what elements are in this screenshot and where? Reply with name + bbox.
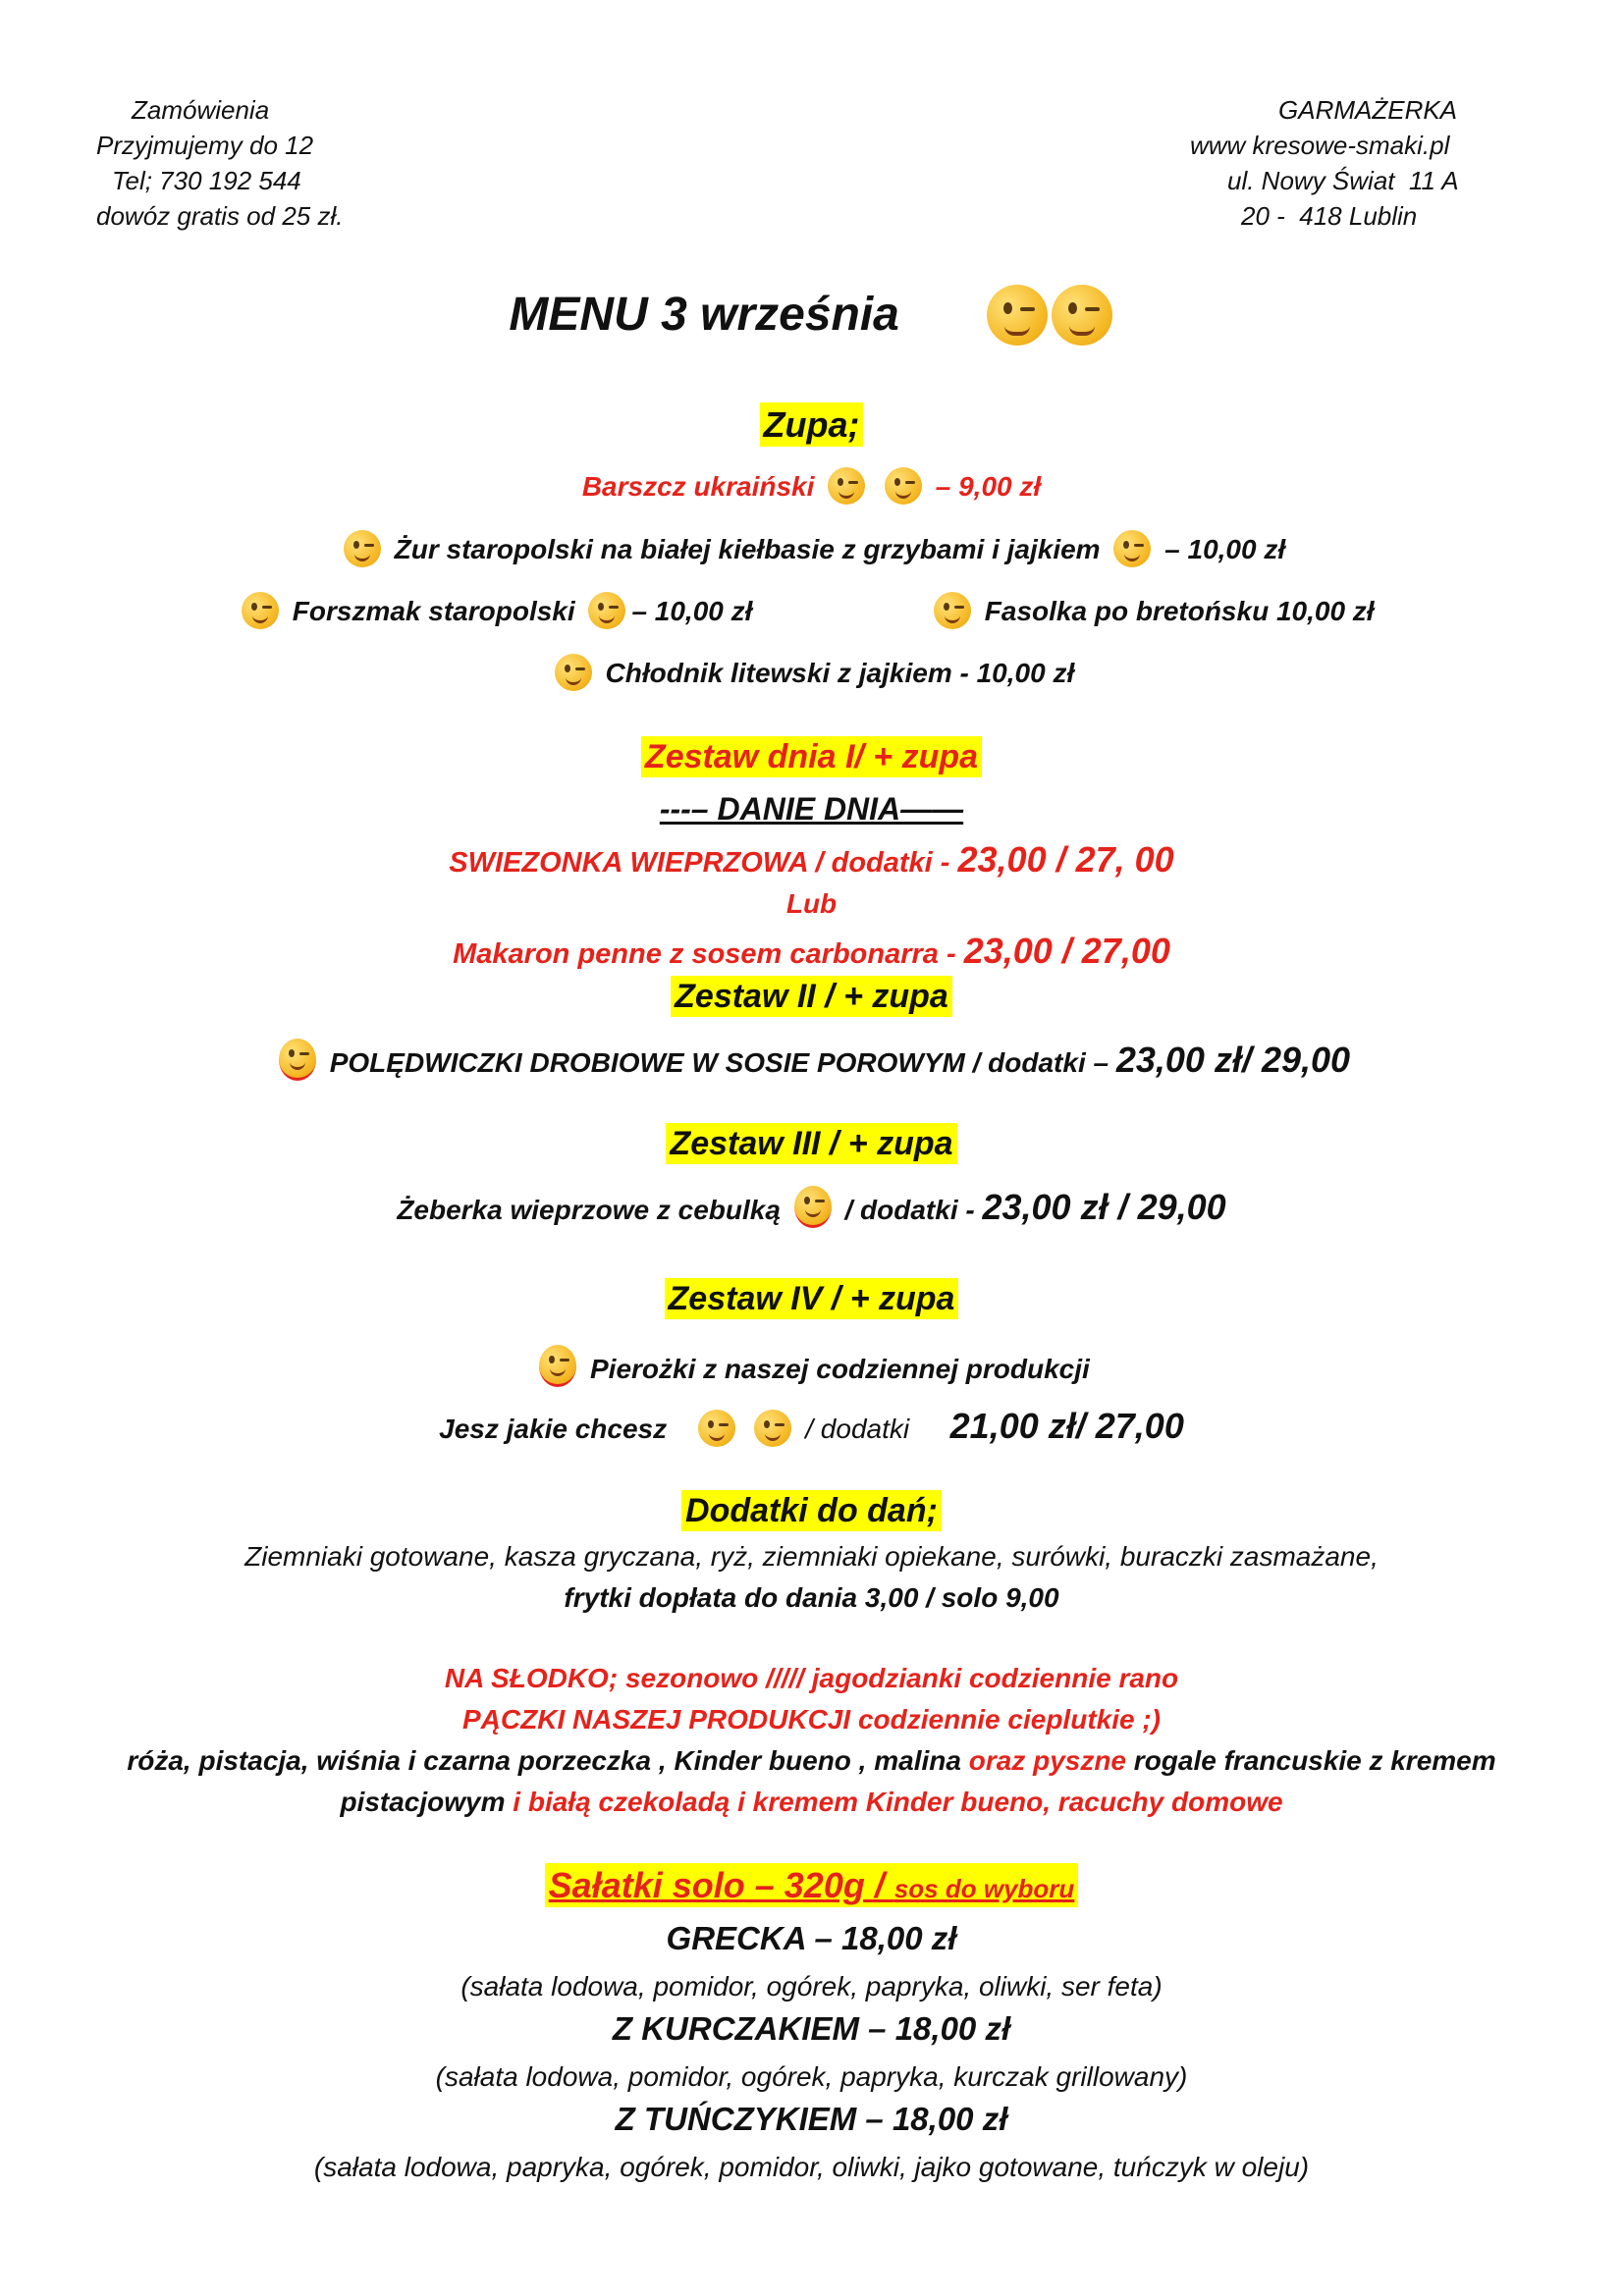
- header-right-line: 20 - 418 Lublin: [1241, 201, 1418, 231]
- slodko-line1: NA SŁODKO; sezonowo ///// jagodzianki codziennie rano: [444, 1663, 1179, 1693]
- menu-item-poledwiczki: POLĘDWICZKI DROBIOWE W SOSIE POROWYM / dodatki –: [329, 1047, 1116, 1078]
- slodko-line3c: rogale francuskie z kremem: [1133, 1745, 1496, 1776]
- section-heading-zestaw4: Zestaw IV / + zupa: [665, 1278, 959, 1319]
- wink-emoji-icon: [539, 1345, 576, 1387]
- price-swiezonka: 23,00 / 27, 00: [957, 839, 1174, 880]
- salad-grecka-desc: (sałata lodowa, pomidor, ogórek, papryka, oliwki, ser feta): [460, 1971, 1163, 2002]
- menu-item-chlodnik: Chłodnik litewski z jajkiem - 10,00 zł: [605, 658, 1075, 688]
- danie-dnia-label: ---– DANIE DNIA——: [659, 791, 964, 827]
- price-pierozki: 21,00 zł/ 27,00: [949, 1406, 1184, 1446]
- slodko-line3b: oraz pyszne: [960, 1745, 1134, 1776]
- price-zeberka: 23,00 zł / 29,00: [982, 1187, 1226, 1227]
- section-heading-salatki: [545, 1863, 1079, 1907]
- wink-emoji-icon: [754, 1410, 791, 1447]
- zestaw2-heading-row: [0, 978, 1623, 1016]
- dodatki-heading-row: [0, 1492, 1623, 1530]
- header-left: [96, 92, 343, 234]
- zur-row: [0, 530, 1623, 567]
- section-heading-dodatki: Dodatki do dań;: [681, 1490, 942, 1531]
- menu-item-pierozki: Pierożki z naszej codziennej produkcji: [589, 1354, 1090, 1384]
- wink-emoji-icon: [828, 467, 865, 505]
- price-barszcz: – 9,00 zł: [935, 471, 1042, 502]
- makaron-row: [0, 931, 1623, 972]
- menu-item-swiezonka: SWIEZONKA WIEPRZOWA / dodatki -: [449, 847, 958, 879]
- price-zur: – 10,00 zł: [1164, 534, 1286, 564]
- wink-emoji-icon: [794, 1186, 832, 1228]
- price-makaron: 23,00 / 27,00: [963, 931, 1170, 971]
- wink-emoji-icon: [279, 1039, 316, 1081]
- wink-emoji-icon: [588, 592, 625, 629]
- dodatki-line1-row: [0, 1541, 1623, 1573]
- salatki-heading-row: [0, 1865, 1623, 1906]
- header-right: [1190, 92, 1459, 234]
- menu-title-row: [0, 285, 1623, 346]
- section-heading-zupa: Zupa;: [760, 402, 864, 447]
- grecka-row: [0, 1920, 1623, 1957]
- menu-item-zeberka: Żeberka wieprzowe z cebulką: [397, 1195, 781, 1225]
- jesz-row: [0, 1406, 1623, 1447]
- tunczyk-row: [0, 2101, 1623, 2138]
- price-poledwiczki: 23,00 zł/ 29,00: [1115, 1040, 1351, 1080]
- section-heading-zestaw1: Zestaw dnia I/ + zupa: [641, 736, 982, 777]
- salad-tunczyk-desc: (sałata lodowa, papryka, ogórek, pomidor, oliwki, jajko gotowane, tuńczyk w oleju): [313, 2152, 1310, 2182]
- forszmak-row: [236, 592, 752, 629]
- header-left-line: dowóz gratis od 25 zł.: [96, 201, 344, 231]
- wink-emoji-icon: [344, 530, 381, 567]
- salad-kurczak-desc: (sałata lodowa, pomidor, ogórek, papryka, kurczak grillowany): [435, 2061, 1188, 2092]
- dodatki-line1: Ziemniaki gotowane, kasza gryczana, ryż, ziemniaki opiekane, surówki, buraczki zasmażane,: [244, 1541, 1379, 1572]
- menu-item-jesz: Jesz jakie chcesz: [439, 1414, 668, 1444]
- header-left-line: Przyjmujemy do 12: [96, 131, 314, 160]
- slodko-line1-row: [0, 1663, 1623, 1694]
- wink-emoji-icon: [1052, 285, 1112, 346]
- slodko-line3-row: [0, 1745, 1623, 1777]
- danie-dnia-row: [0, 791, 1623, 828]
- slodko-line2-row: [0, 1704, 1623, 1735]
- slodko-line3a: róża, pistacja, wiśnia i czarna porzeczka , Kinder bueno , malina: [127, 1745, 961, 1776]
- slodko-line4-row: [0, 1787, 1623, 1818]
- menu-item-barszcz: Barszcz ukraiński: [581, 471, 815, 502]
- zestaw3-heading-row: [0, 1125, 1623, 1163]
- menu-item-fasolka: Fasolka po bretońsku 10,00 zł: [984, 596, 1375, 626]
- zupa-heading-row: [0, 404, 1623, 446]
- chlodnik-row: [0, 654, 1623, 691]
- header-right-line: GARMAŻERKA: [1278, 95, 1458, 125]
- wink-emoji-icon: [242, 592, 279, 629]
- salatki-heading-text: Sałatki solo – 320g /: [548, 1865, 894, 1905]
- header-right-line: ul. Nowy Świat 11 A: [1227, 166, 1459, 195]
- swiezonka-row: [0, 839, 1623, 881]
- kurczak-desc-row: [0, 2061, 1623, 2093]
- slodko-line2: PĄCZKI NASZEJ PRODUKCJI codziennie cieplutkie ;): [462, 1704, 1161, 1735]
- wink-emoji-icon: [698, 1410, 735, 1447]
- header-right-line: www kresowe-smaki.pl: [1190, 131, 1450, 160]
- zeberka-suffix: / dodatki -: [844, 1195, 983, 1225]
- salad-grecka: GRECKA – 18,00 zł: [666, 1920, 957, 1956]
- jesz-suffix: / dodatki: [805, 1414, 910, 1444]
- lub-row: [0, 888, 1623, 920]
- salad-tunczyk: Z TUŃCZYKIEM – 18,00 zł: [615, 2101, 1008, 2137]
- menu-item-makaron: Makaron penne z sosem carbonarra -: [453, 938, 964, 970]
- salad-kurczak: Z KURCZAKIEM – 18,00 zł: [612, 2010, 1011, 2047]
- wink-emoji-icon: [987, 285, 1048, 346]
- barszcz-row: [0, 467, 1623, 505]
- header-left-line: Tel; 730 192 544: [112, 166, 301, 195]
- wink-emoji-icon: [934, 592, 971, 629]
- fasolka-row: [928, 592, 1375, 629]
- dodatki-line2-row: [0, 1582, 1623, 1614]
- menu-item-zur: Żur staropolski na białej kiełbasie z grzybami i jajkiem: [394, 534, 1101, 564]
- menu-item-forszmak: Forszmak staropolski: [292, 596, 575, 626]
- lub-label: Lub: [785, 888, 838, 919]
- page-title: MENU 3 września: [509, 289, 899, 341]
- slodko-line4a: pistacjowym: [340, 1787, 506, 1817]
- zeberka-row: [0, 1186, 1623, 1228]
- dodatki-line2: frytki dopłata do dania 3,00 / solo 9,00: [564, 1582, 1059, 1613]
- header-left-line: Zamówienia: [132, 95, 270, 125]
- grecka-desc-row: [0, 1971, 1623, 2002]
- tunczyk-desc-row: [0, 2152, 1623, 2183]
- wink-emoji-icon: [555, 654, 592, 691]
- poledwiczki-row: [0, 1039, 1623, 1081]
- kurczak-row: [0, 2010, 1623, 2048]
- zestaw1-heading-row: [0, 738, 1623, 776]
- section-heading-zestaw2: Zestaw II / + zupa: [671, 976, 952, 1017]
- wink-emoji-icon: [885, 467, 922, 505]
- section-heading-zestaw3: Zestaw III / + zupa: [666, 1123, 956, 1164]
- price-forszmak: – 10,00 zł: [631, 596, 753, 626]
- slodko-line4b: i białą czekoladą i kremem Kinder bueno, racuchy domowe: [505, 1787, 1283, 1817]
- pierozki-row: [0, 1345, 1623, 1387]
- salatki-heading-small: sos do wyboru: [893, 1874, 1075, 1903]
- wink-emoji-icon: [1113, 530, 1151, 567]
- zestaw4-heading-row: [0, 1280, 1623, 1318]
